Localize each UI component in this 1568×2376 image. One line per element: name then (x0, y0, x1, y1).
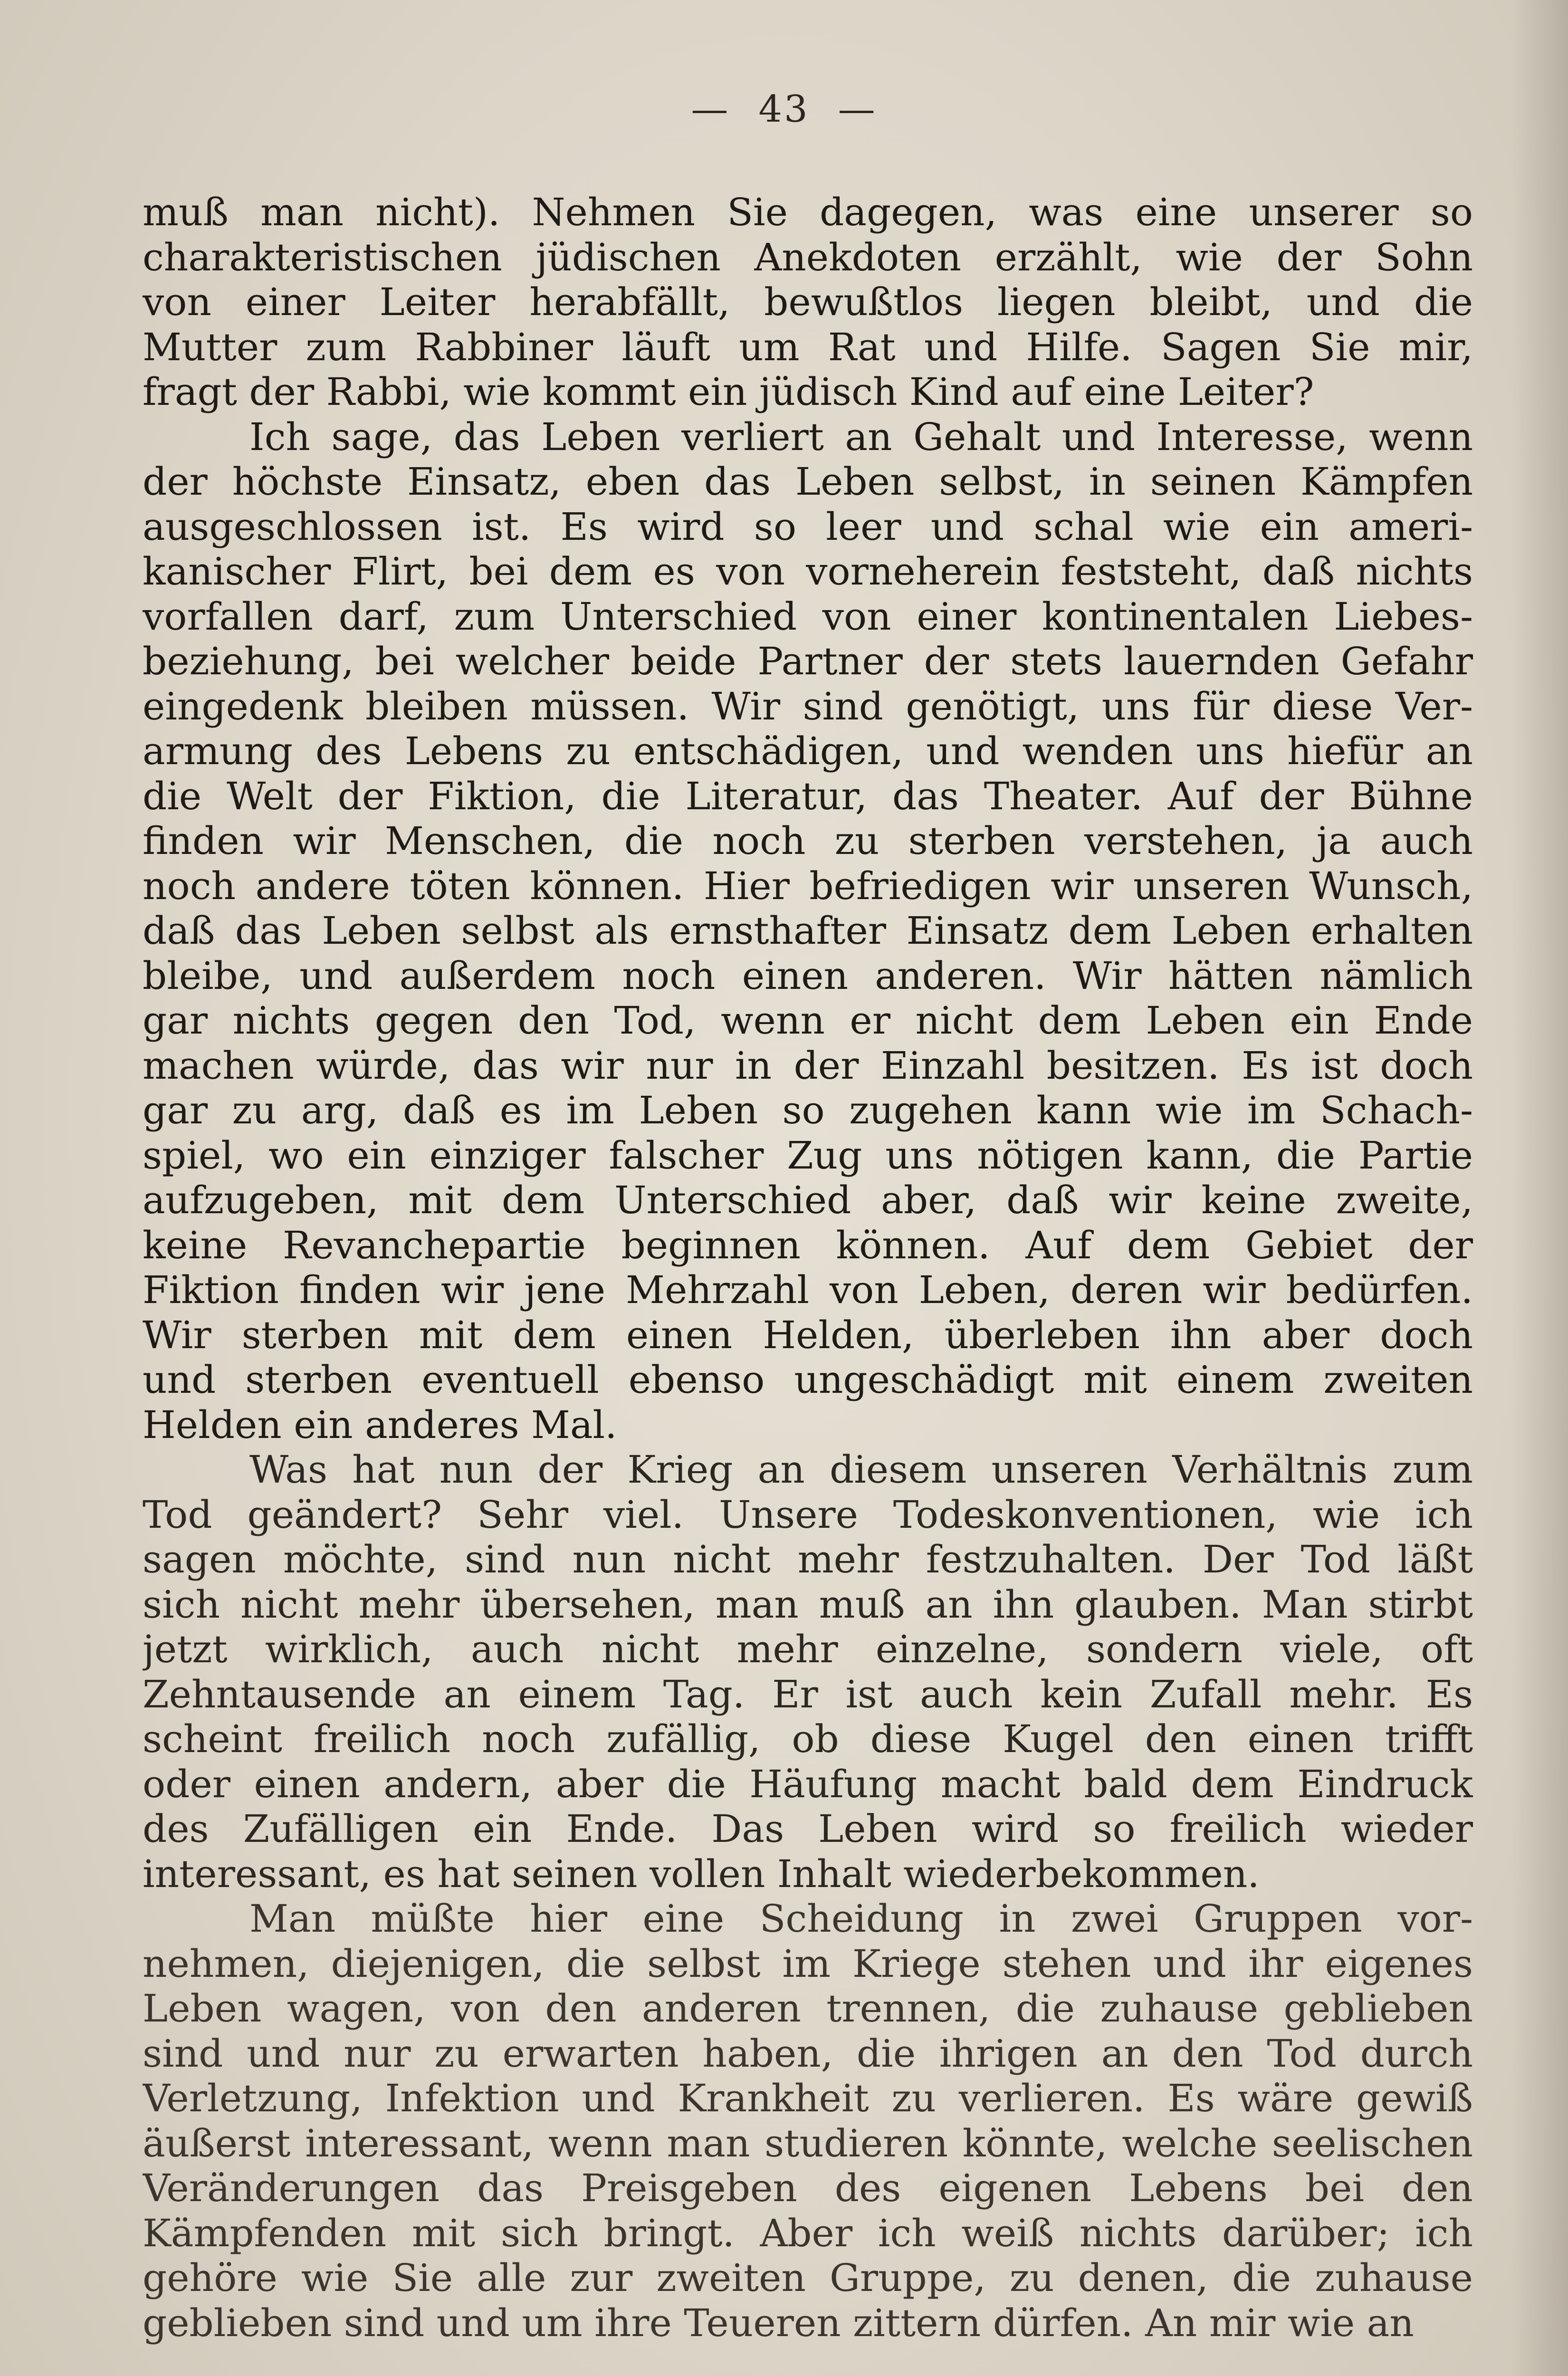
text-line: und sterben eventuell ebenso ungeschädigt mit einem zweiten (143, 1358, 1473, 1402)
text-line: Zehntausende an einem Tag. Er ist auch kein Zufall mehr. Es (143, 1672, 1473, 1716)
text-line: machen würde, das wir nur in der Einzahl besitzen. Es ist doch (143, 1043, 1473, 1088)
paragraph (143, 1897, 1473, 2346)
text-line: Was hat nun der Krieg an diesem unseren Verhältnis zum (249, 1447, 1473, 1492)
text-line: scheint freilich noch zufällig, ob diese Kugel den einen trifft (143, 1717, 1473, 1761)
text-line: armung des Lebens zu entschädigen, und wenden uns hiefür an (143, 729, 1473, 773)
text-line: Verletzung, Infektion und Krankheit zu verlieren. Es wäre gewiß (143, 2076, 1473, 2120)
paragraph (143, 1447, 1473, 1897)
text-line: die Welt der Fiktion, die Literatur, das Theater. Auf der Bühne (143, 774, 1473, 818)
text-line: keine Revanchepartie beginnen können. Auf dem Gebiet der (143, 1223, 1473, 1267)
text-line: beziehung, bei welcher beide Partner der stets lauernden Gefahr (143, 639, 1473, 683)
text-line: sich nicht mehr übersehen, man muß an ihn glauben. Man stirbt (143, 1582, 1473, 1627)
text-line: interessant, es hat seinen vollen Inhalt wiederbekommen. (143, 1851, 1260, 1896)
text-line: charakteristischen jüdischen Anekdoten erzählt, wie der Sohn (143, 235, 1473, 279)
text-line: spiel, wo ein einziger falscher Zug uns nötigen kann, die Partie (143, 1133, 1473, 1178)
text-line: Ich sage, das Leben verliert an Gehalt und Interesse, wenn (249, 414, 1473, 459)
page-number-dash-left: — (691, 88, 730, 131)
text-line: Tod geändert? Sehr viel. Unsere Todeskonventionen, wie ich (143, 1492, 1473, 1537)
page-number-dash-right: — (838, 88, 877, 131)
paragraph (143, 190, 1473, 415)
text-line: des Zufälligen ein Ende. Das Leben wird so freilich wieder (143, 1807, 1473, 1851)
text-line: noch andere töten können. Hier befriedigen wir unseren Wunsch, (143, 863, 1473, 908)
text-line: Kämpfenden mit sich bringt. Aber ich weiß nichts darüber; ich (143, 2211, 1473, 2255)
text-line: gehöre wie Sie alle zur zweiten Gruppe, zu denen, die zuhause (143, 2256, 1473, 2300)
page-edge-shadow (1511, 0, 1568, 2376)
text-line: gar nichts gegen den Tod, wenn er nicht dem Leben ein Ende (143, 998, 1473, 1043)
text-line: ausgeschlossen ist. Es wird so leer und schal wie ein ameri- (143, 504, 1473, 549)
text-line: nehmen, diejenigen, die selbst im Kriege stehen und ihr eigenes (143, 1941, 1473, 1986)
text-line: Veränderungen das Preisgeben des eigenen Lebens bei den (143, 2166, 1473, 2210)
text-line: Mutter zum Rabbiner läuft um Rat und Hilfe. Sagen Sie mir, (143, 325, 1473, 369)
text-line: sagen möchte, sind nun nicht mehr festzuhalten. Der Tod läßt (143, 1537, 1473, 1581)
text-line: Wir sterben mit dem einen Helden, überleben ihn aber doch (143, 1313, 1473, 1357)
text-line: muß man nicht). Nehmen Sie dagegen, was eine unserer so (143, 190, 1473, 234)
text-line: äußerst interessant, wenn man studieren könnte, welche seelischen (143, 2121, 1473, 2165)
text-line: jetzt wirklich, auch nicht mehr einzelne, sondern viele, oft (143, 1627, 1473, 1671)
text-line: von einer Leiter herabfällt, bewußtlos liegen bleibt, und die (143, 280, 1473, 324)
text-line: der höchste Einsatz, eben das Leben selbst, in seinen Kämpfen (143, 460, 1473, 504)
text-line: Leben wagen, von den anderen trennen, die zuhause geblieben (143, 1986, 1473, 2031)
paragraph (143, 415, 1473, 1448)
text-line: sind und nur zu erwarten haben, die ihrigen an den Tod durch (143, 2031, 1473, 2076)
text-line: aufzugeben, mit dem Unterschied aber, daß wir keine zweite, (143, 1178, 1473, 1222)
text-line: Fiktion finden wir jene Mehrzahl von Leben, deren wir bedürfen. (143, 1268, 1473, 1312)
text-line: gar zu arg, daß es im Leben so zugehen kann wie im Schach- (143, 1088, 1473, 1132)
text-line: eingedenk bleiben müssen. Wir sind genötigt, uns für diese Ver- (143, 684, 1473, 728)
text-line: finden wir Menschen, die noch zu sterben verstehen, ja auch (143, 819, 1473, 863)
body-text (143, 190, 1473, 2346)
text-line: Man müßte hier eine Scheidung in zwei Gruppen vor- (249, 1897, 1473, 1941)
text-line: vorfallen darf, zum Unterschied von einer kontinentalen Liebes- (143, 594, 1473, 639)
text-line: fragt der Rabbi, wie kommt ein jüdisch Kind auf eine Leiter? (143, 370, 1314, 414)
text-line: oder einen andern, aber die Häufung macht bald dem Eindruck (143, 1762, 1473, 1806)
page-number: 43 (758, 88, 810, 131)
text-line: kanischer Flirt, bei dem es von vorneherein feststeht, daß nichts (143, 549, 1473, 594)
text-line: geblieben sind und um ihre Teueren zittern dürfen. An mir wie an (143, 2300, 1414, 2345)
text-line: bleibe, und außerdem noch einen anderen. Wir hätten nämlich (143, 953, 1473, 998)
text-line: daß das Leben selbst als ernsthafter Einsatz dem Leben erhalten (143, 909, 1473, 953)
page-number-header (0, 88, 1568, 131)
text-line: Helden ein anderes Mal. (143, 1402, 617, 1447)
